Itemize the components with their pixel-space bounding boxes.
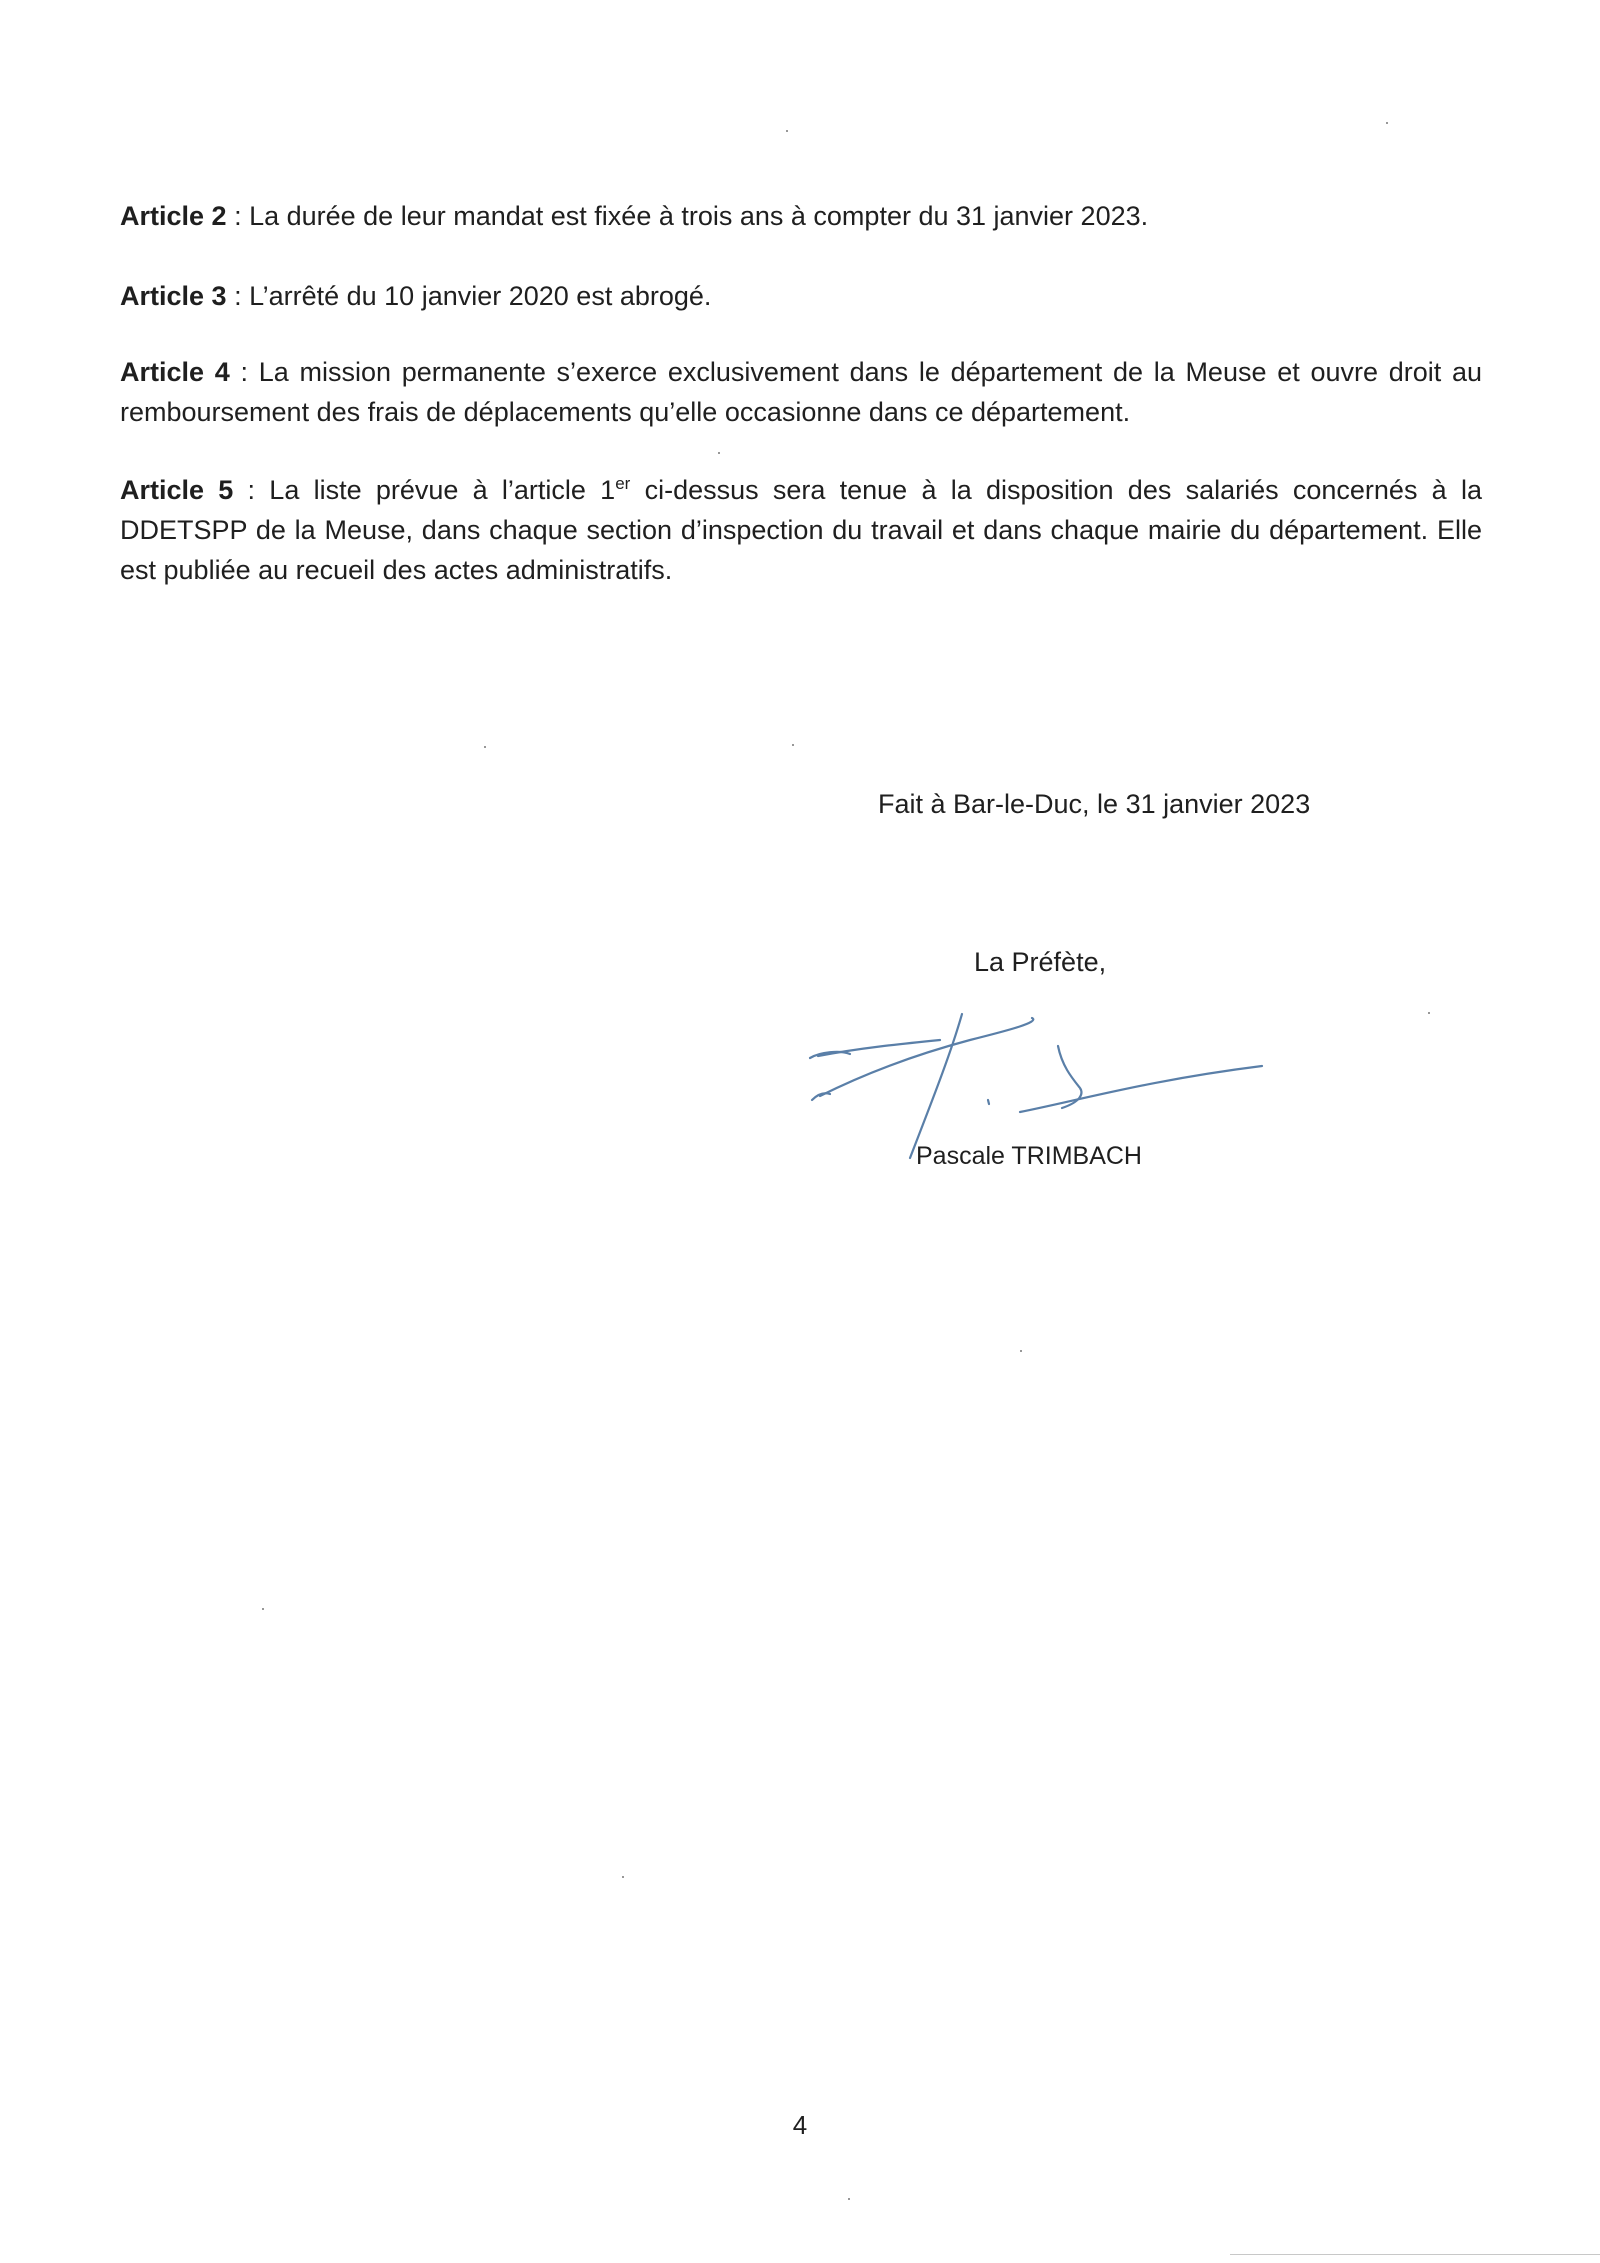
scan-edge-line	[1230, 2254, 1600, 2255]
scan-speck	[718, 452, 720, 454]
article-5	[120, 470, 1482, 590]
scan-speck	[786, 130, 788, 132]
article-5-text-after: ci-dessus sera tenue à la disposition des salariés concernés à la DDETSPP de la Meuse, dans chaque section d’inspection du travail et dans chaque mairie du département. Elle est publiée au recueil des actes administratifs.	[120, 475, 1482, 585]
article-2-text: La durée de leur mandat est fixée à trois ans à compter du 31 janvier 2023.	[249, 201, 1149, 231]
scan-speck	[484, 746, 486, 748]
article-2	[120, 196, 1482, 236]
scan-speck	[848, 2198, 850, 2200]
scan-speck	[622, 1876, 624, 1878]
scan-speck	[1020, 1350, 1022, 1352]
article-3	[120, 276, 1482, 316]
article-3-separator: :	[226, 281, 250, 311]
article-5-label: Article 5	[120, 475, 234, 505]
page-number: 4	[792, 2110, 808, 2140]
article-2-separator: :	[226, 201, 250, 231]
article-4-separator: :	[229, 357, 259, 387]
article-4-label: Article 4	[120, 357, 230, 387]
place-and-date: Fait à Bar-le-Duc, le 31 janvier 2023	[878, 789, 1311, 819]
scan-speck	[792, 744, 794, 746]
article-5-separator: :	[233, 475, 270, 505]
scan-speck	[1386, 122, 1388, 124]
article-4-text: La mission permanente s’exerce exclusivement dans le département de la Meuse et ouvre droit au remboursement des frais de déplacements qu’elle occasionne dans ce département.	[120, 357, 1482, 427]
article-5-superscript: er	[615, 474, 631, 493]
article-2-label: Article 2	[120, 201, 227, 231]
signer-title: La Préfète,	[974, 947, 1107, 977]
article-3-text: L’arrêté du 10 janvier 2020 est abrogé.	[249, 281, 712, 311]
article-5-text-before: La liste prévue à l’article 1	[269, 475, 616, 505]
signer-name: Pascale TRIMBACH	[916, 1142, 1142, 1170]
scan-speck	[262, 1608, 264, 1610]
article-4	[120, 352, 1482, 432]
scan-speck	[1428, 1012, 1430, 1014]
article-3-label: Article 3	[120, 281, 227, 311]
